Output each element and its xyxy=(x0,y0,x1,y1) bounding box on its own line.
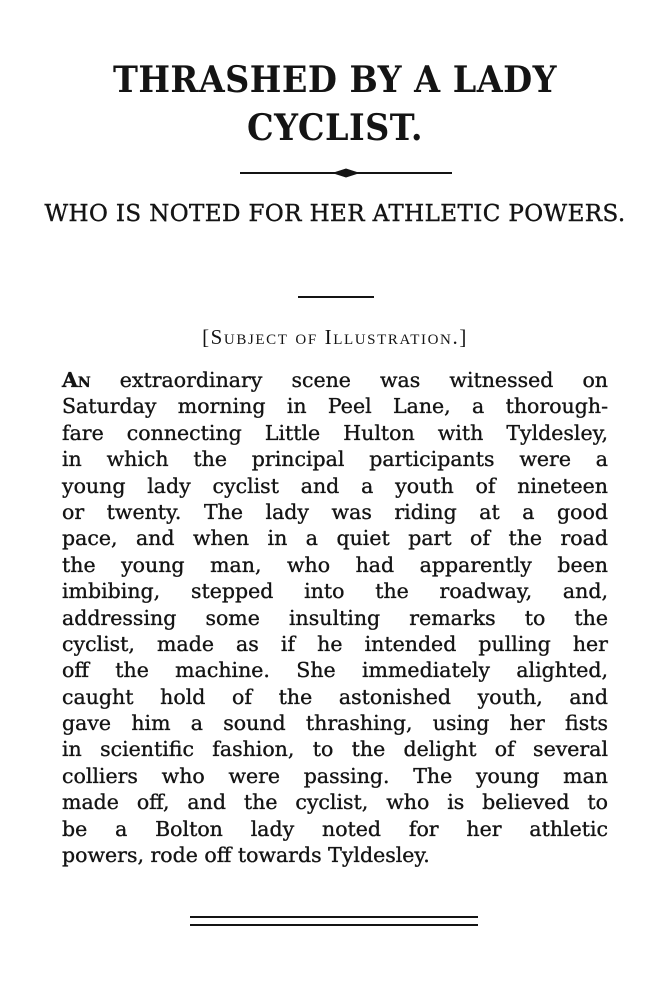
article-line: addressing some insulting remarks to the xyxy=(62,605,608,630)
article-line: caught hold of the astonished youth, and xyxy=(62,684,608,709)
article-line: off the machine. She immediately alighted, xyxy=(62,658,608,683)
article-line: imbibing, stepped into the roadway, and, xyxy=(62,579,608,604)
article-line: made off, and the cyclist, who is believed to xyxy=(62,790,608,815)
section-divider xyxy=(298,296,374,298)
article-line: in scientific fashion, to the delight of several xyxy=(62,737,608,762)
article-line: powers, rode off towards Tyldesley. xyxy=(62,843,430,868)
article-line: in which the principal participants were a xyxy=(62,447,608,472)
article-line: be a Bolton lady noted for her athletic xyxy=(62,816,608,841)
article-body xyxy=(62,367,608,868)
article-line: pace, and when in a quiet part of the road xyxy=(62,526,608,551)
end-rule xyxy=(190,916,478,926)
article-lead: An xyxy=(62,368,91,392)
illustration-caption: [Subject of Illustration.] xyxy=(202,325,468,349)
article-line: Saturday morning in Peel Lane, a thorough- xyxy=(62,394,608,419)
article-line: colliers who were passing. The young man xyxy=(62,763,608,788)
article-line: young lady cyclist and a youth of nineteen xyxy=(62,473,608,498)
article-line: fare connecting Little Hulton with Tyldesley, xyxy=(62,420,608,445)
article-line: An extraordinary scene was witnessed on xyxy=(62,368,608,392)
article-line: gave him a sound thrashing, using her fists xyxy=(62,711,608,736)
subheadline: WHO IS NOTED FOR HER ATHLETIC POWERS. xyxy=(44,201,626,227)
article-line: the young man, who had apparently been xyxy=(62,552,608,577)
article-line: or twenty. The lady was riding at a good xyxy=(62,499,608,524)
ornamental-rule xyxy=(240,166,452,180)
article-line: cyclist, made as if he intended pulling her xyxy=(62,631,608,656)
headline: THRASHED BY A LADY CYCLIST. xyxy=(112,59,558,149)
